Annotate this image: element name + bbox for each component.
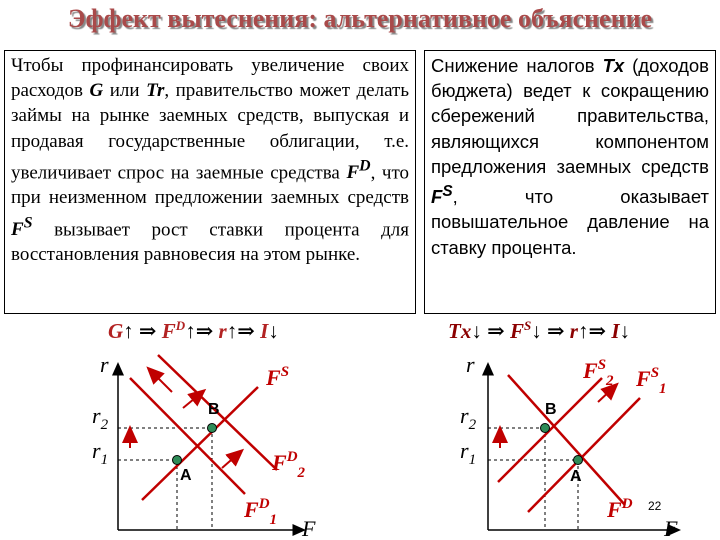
slide-title: Эффект вытеснения: альтернативное объяснение [67, 4, 653, 33]
demand-shift-arrow-bottom [222, 454, 238, 468]
y-axis-label: r [466, 352, 475, 377]
chain-r: r [569, 319, 578, 343]
point-a-label: A [180, 467, 192, 484]
left-graph [92, 352, 316, 540]
chain-i: I [260, 319, 269, 343]
chain-r: r [218, 319, 227, 343]
left-text-part-3: , правительство может делать займы на рынке заемных средств, выпуская и продавая государственные облигации, т.е. увеличивает спрос на заемные средства [11, 80, 410, 184]
supply2-label: $F^S_2$ [583, 357, 614, 389]
supply-label: $F^S$ [266, 364, 290, 390]
point-b [541, 424, 550, 433]
point-a [173, 456, 182, 465]
left-text-part-5: вызывает рост ставки процента для восстановления равновесия на этом рынке. [11, 218, 409, 266]
implies-icon: ⇒ [588, 319, 607, 343]
point-b [208, 424, 217, 433]
up-arrow-icon: ↑ [577, 319, 589, 343]
r1-label: $r_1$ [460, 438, 477, 468]
supply1-label: $F^S_1$ [636, 365, 667, 397]
chain-fd: $F^D$ [161, 318, 186, 343]
supply-curve [142, 387, 258, 500]
supply2-curve [498, 378, 602, 482]
down-arrow-icon: ↓ [268, 319, 279, 343]
tr-symbol: Tr [146, 80, 165, 102]
fs-symbol: $F^S$ [11, 214, 33, 240]
g-symbol: G [89, 80, 104, 102]
down-arrow-icon: ↓ [471, 319, 482, 343]
chain-tx: Tx [448, 319, 472, 343]
chain-i: I [611, 319, 620, 343]
right-text-part-1: Снижение налогов [431, 55, 603, 76]
y-axis-label: r [100, 352, 109, 377]
chain-fs: $F^S$ [509, 318, 532, 343]
right-graph [460, 352, 678, 540]
demand2-label: $F^D_2$ [272, 449, 306, 481]
page-number: 22 [648, 499, 662, 513]
left-text-part-1: Чтобы профинансировать увеличение своих расходов [11, 55, 409, 102]
point-b-label: B [545, 401, 557, 418]
r1-label: $r_1$ [92, 438, 109, 468]
supply-shift-arrow [598, 388, 613, 402]
fd-symbol: $F^D$ [346, 157, 371, 184]
right-text-part-3: , что оказывает повышательное давление на ставку процента. [431, 186, 709, 258]
implies-icon: ⇒ [138, 319, 157, 343]
up-arrow-icon: ↑ [226, 319, 238, 343]
r2-label: $r_2$ [92, 403, 109, 433]
up-arrow-icon: ↑ [123, 319, 134, 343]
fs-symbol-right: $F^S$ [431, 183, 453, 208]
implies-icon: ⇒ [487, 319, 505, 343]
right-text-part-2: (доходов бюджета) ведет к сокращению сбережений правительства, являющихся компонентом предложения заемных средств [431, 55, 709, 177]
x-axis-label: F [302, 516, 316, 540]
chain-g: G [108, 319, 124, 343]
point-a [574, 456, 583, 465]
r2-label: $r_2$ [460, 403, 477, 433]
demand-shift-arrow-top [183, 394, 200, 408]
implies-icon: ⇒ [195, 319, 214, 343]
x-axis-label: F [664, 516, 678, 540]
supply-up-arrow [152, 372, 172, 392]
point-b-label: B [208, 401, 220, 418]
demand1-label: $F^D_1$ [244, 496, 278, 528]
implies-icon: ⇒ [546, 319, 565, 343]
implies-icon: ⇒ [237, 319, 255, 343]
point-a-label: A [570, 468, 582, 485]
tx-symbol: Tx [602, 55, 625, 76]
left-text-part-4: , что при неизменном предложении заемных средств [11, 162, 410, 209]
demand-label: $F^D$ [607, 496, 633, 522]
down-arrow-icon: ↓ [531, 319, 542, 343]
up-arrow-icon: ↑ [185, 319, 196, 343]
left-text-part-2: или [103, 80, 147, 102]
down-arrow-icon: ↓ [619, 319, 631, 343]
